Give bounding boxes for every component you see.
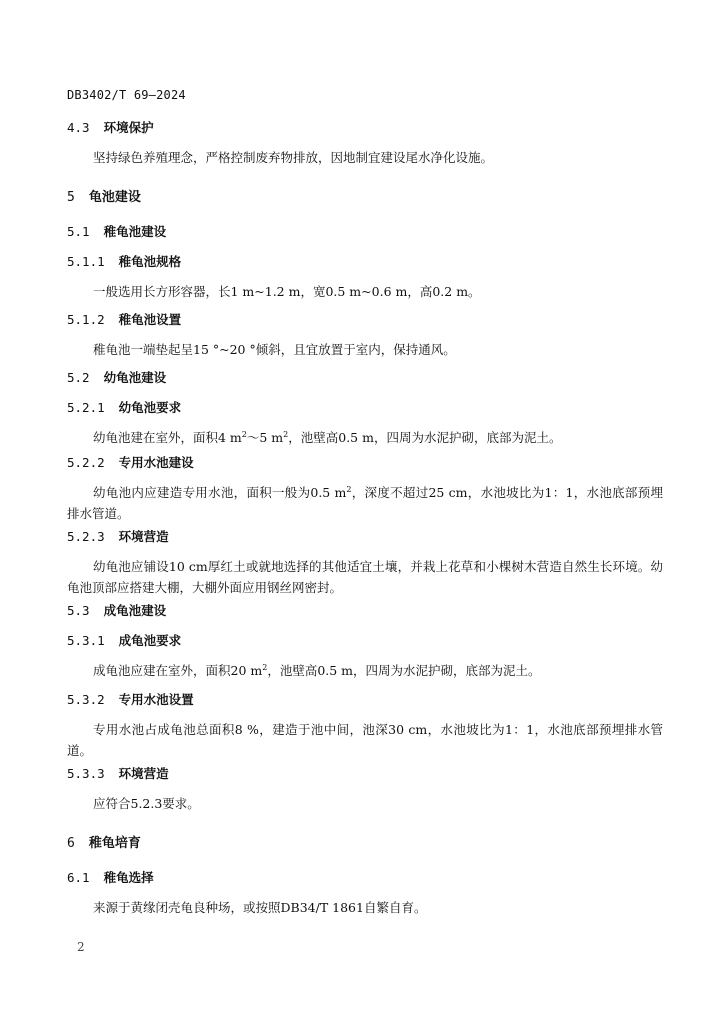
section-heading: [67, 453, 663, 471]
section-paragraph: 一般选用长方形容器，长1 m~1.2 m，宽0.5 m~0.6 m，高0.2 m。: [93, 284, 481, 299]
section-title: 稚龟池设置: [118, 312, 182, 327]
section-title: 稚龟培育: [88, 836, 141, 851]
section-paragraph: 专用水池占成龟池总面积8 %，建造于池中间，池深30 cm，水池坡比为1：1，水池底部预埋排水管道。: [67, 722, 663, 758]
section-number: 5.3.3: [67, 766, 105, 781]
section-number: 5.2.2: [67, 455, 105, 470]
section-heading: [67, 631, 663, 649]
section-heading: [67, 118, 663, 136]
section-number: 5.2.1: [67, 400, 105, 415]
section-heading: [67, 222, 663, 240]
section-title: 幼龟池要求: [118, 400, 182, 415]
section-title: 龟池建设: [88, 190, 141, 205]
section-heading: [67, 690, 663, 708]
standard-code: DB3402/T 69—2024: [67, 88, 186, 102]
section-number: 5: [67, 190, 75, 205]
section-number: 5.3: [67, 603, 90, 618]
section-title: 成龟池建设: [103, 603, 167, 618]
section-title: 环境营造: [118, 529, 169, 544]
section-paragraph: 应符合5.2.3要求。: [93, 796, 200, 811]
section-number: 6: [67, 836, 75, 851]
section-heading: [67, 832, 663, 851]
section-number: 5.2: [67, 370, 90, 385]
section-paragraph: 坚持绿色养殖理念，严格控制废弃物排放，因地制宜建设尾水净化设施。: [93, 150, 494, 165]
section-number: 5.1.2: [67, 312, 105, 327]
section-paragraph: 幼龟池建在室外，面积4 $m^2\sim 5$ $m^2$，池壁高0.5 m，四周为水泥护砌，底部为泥土。: [93, 429, 562, 445]
section-paragraph: 幼龟池应铺设10 cm厚红土或就地选择的其他适宜土壤，并栽上花草和小棵树木营造自然生长环境。幼龟池顶部应搭建大棚，大棚外面应用钢丝网密封。: [67, 559, 663, 595]
page-number: 2: [77, 940, 85, 954]
section-title: 环境营造: [118, 766, 169, 781]
section-heading: [67, 601, 663, 619]
section-title: 专用水池设置: [118, 692, 194, 707]
section-paragraph: 成龟池应建在室外，面积20 $m^2$，池壁高0.5 m，四周为水泥护砌，底部为泥土。: [93, 662, 541, 678]
section-title: 稚龟选择: [103, 870, 154, 885]
section-paragraph: 幼龟池内应建造专用水池，面积一般为0.5 $m^2$，深度不超过25 cm，水池坡比为1：1，水池底部预埋排水管道。: [67, 484, 663, 521]
section-heading: [67, 368, 663, 386]
section-number: 5.3.2: [67, 692, 105, 707]
section-paragraph: 稚龟池一端垫起呈15 °~20 °倾斜，且宜放置于室内，保持通风。: [93, 342, 456, 357]
section-title: 专用水池建设: [118, 455, 194, 470]
section-paragraph: 来源于黄缘闭壳龟良种场，或按照DB34/T 1861自繁自育。: [93, 900, 427, 915]
section-heading: [67, 527, 663, 545]
section-title: 幼龟池建设: [103, 370, 167, 385]
section-heading: [67, 764, 663, 782]
section-title: 稚龟池规格: [118, 254, 182, 269]
section-number: 5.3.1: [67, 633, 105, 648]
section-number: 5.2.3: [67, 529, 105, 544]
section-title: 环境保护: [103, 120, 154, 135]
section-heading: [67, 252, 663, 270]
section-number: 5.1: [67, 224, 90, 239]
section-title: 稚龟池建设: [103, 224, 167, 239]
section-number: 5.1.1: [67, 254, 105, 269]
section-heading: [67, 398, 663, 416]
section-heading: [67, 186, 663, 205]
section-number: 4.3: [67, 120, 90, 135]
section-number: 6.1: [67, 870, 90, 885]
section-heading: [67, 310, 663, 328]
section-heading: [67, 868, 663, 886]
section-title: 成龟池要求: [118, 633, 182, 648]
